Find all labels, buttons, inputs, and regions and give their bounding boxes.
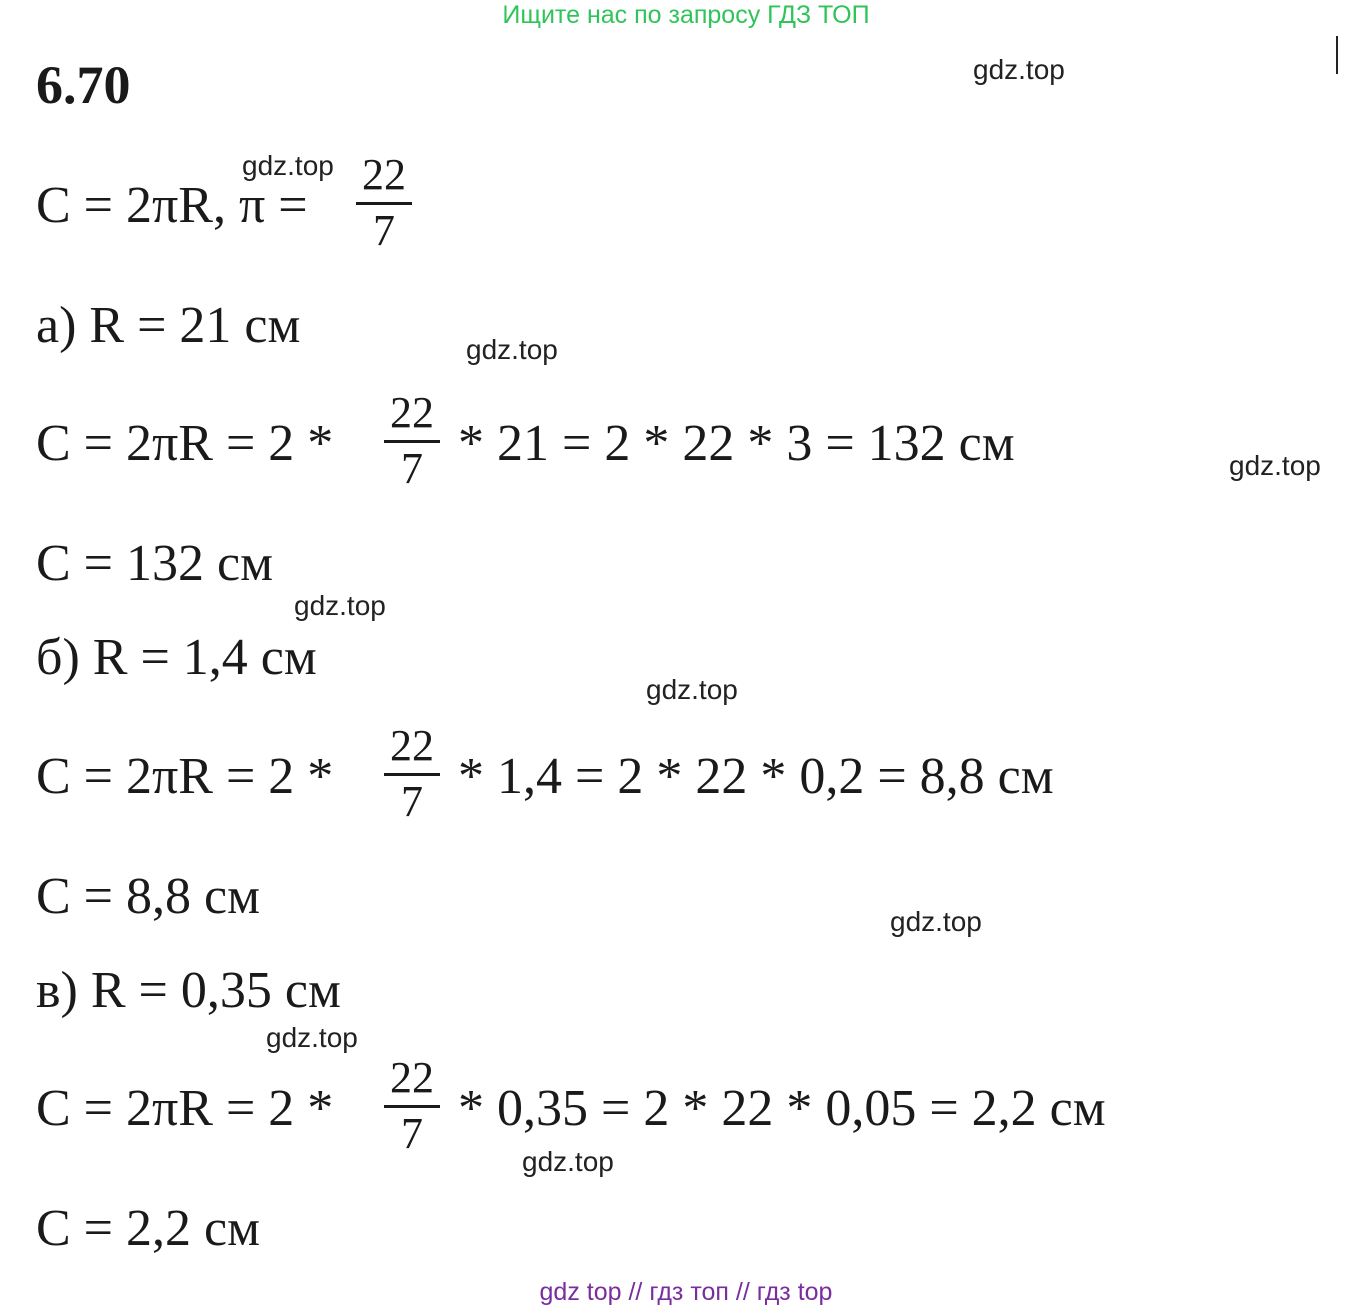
part-c-fraction: [384, 1053, 440, 1158]
part-c-answer: C = 2,2 см: [36, 1200, 260, 1257]
search-hint-banner: Ищите нас по запросу ГДЗ ТОП: [502, 1, 870, 29]
part-a-fraction: [384, 388, 440, 493]
watermark: gdz.top: [973, 54, 1065, 85]
part-c-given: в) R = 0,35 см: [36, 962, 341, 1019]
part-b-calc-left: C = 2πR = 2 *: [36, 748, 334, 805]
watermark: gdz.top: [242, 150, 334, 181]
part-c-calc-right: * 0,35 = 2 * 22 * 0,05 = 2,2 см: [458, 1080, 1106, 1137]
fraction-denominator: 7: [401, 444, 423, 493]
part-b-answer: C = 8,8 см: [36, 868, 260, 925]
text-cursor: [1336, 36, 1338, 74]
fraction-numerator: 22: [356, 153, 412, 205]
fraction-numerator: 22: [384, 391, 440, 443]
part-b-given: б) R = 1,4 см: [36, 629, 317, 686]
part-a-given: а) R = 21 см: [36, 297, 301, 354]
watermark: gdz.top: [1229, 450, 1321, 481]
circumference-formula: C = 2πR, π =: [36, 177, 308, 234]
fraction-denominator: 7: [401, 777, 423, 826]
watermark: gdz.top: [890, 906, 982, 937]
watermark: gdz.top: [522, 1146, 614, 1177]
pi-fraction: [356, 150, 412, 255]
exercise-number: 6.70: [36, 55, 131, 115]
part-a-calc-left: C = 2πR = 2 *: [36, 415, 334, 472]
watermark: gdz.top: [266, 1022, 358, 1053]
part-b-calc-right: * 1,4 = 2 * 22 * 0,2 = 8,8 см: [458, 748, 1054, 805]
watermark: gdz.top: [466, 334, 558, 365]
fraction-numerator: 22: [384, 724, 440, 776]
watermark: gdz.top: [646, 674, 738, 705]
fraction-denominator: 7: [373, 206, 395, 255]
part-a-calc-right: * 21 = 2 * 22 * 3 = 132 см: [458, 415, 1015, 472]
footer-links[interactable]: gdz top // гдз топ // гдз top: [539, 1278, 833, 1306]
part-c-calc-left: C = 2πR = 2 *: [36, 1080, 334, 1137]
fraction-numerator: 22: [384, 1056, 440, 1108]
watermark: gdz.top: [294, 590, 386, 621]
fraction-denominator: 7: [401, 1109, 423, 1158]
part-b-fraction: [384, 721, 440, 826]
part-a-answer: C = 132 см: [36, 535, 273, 592]
